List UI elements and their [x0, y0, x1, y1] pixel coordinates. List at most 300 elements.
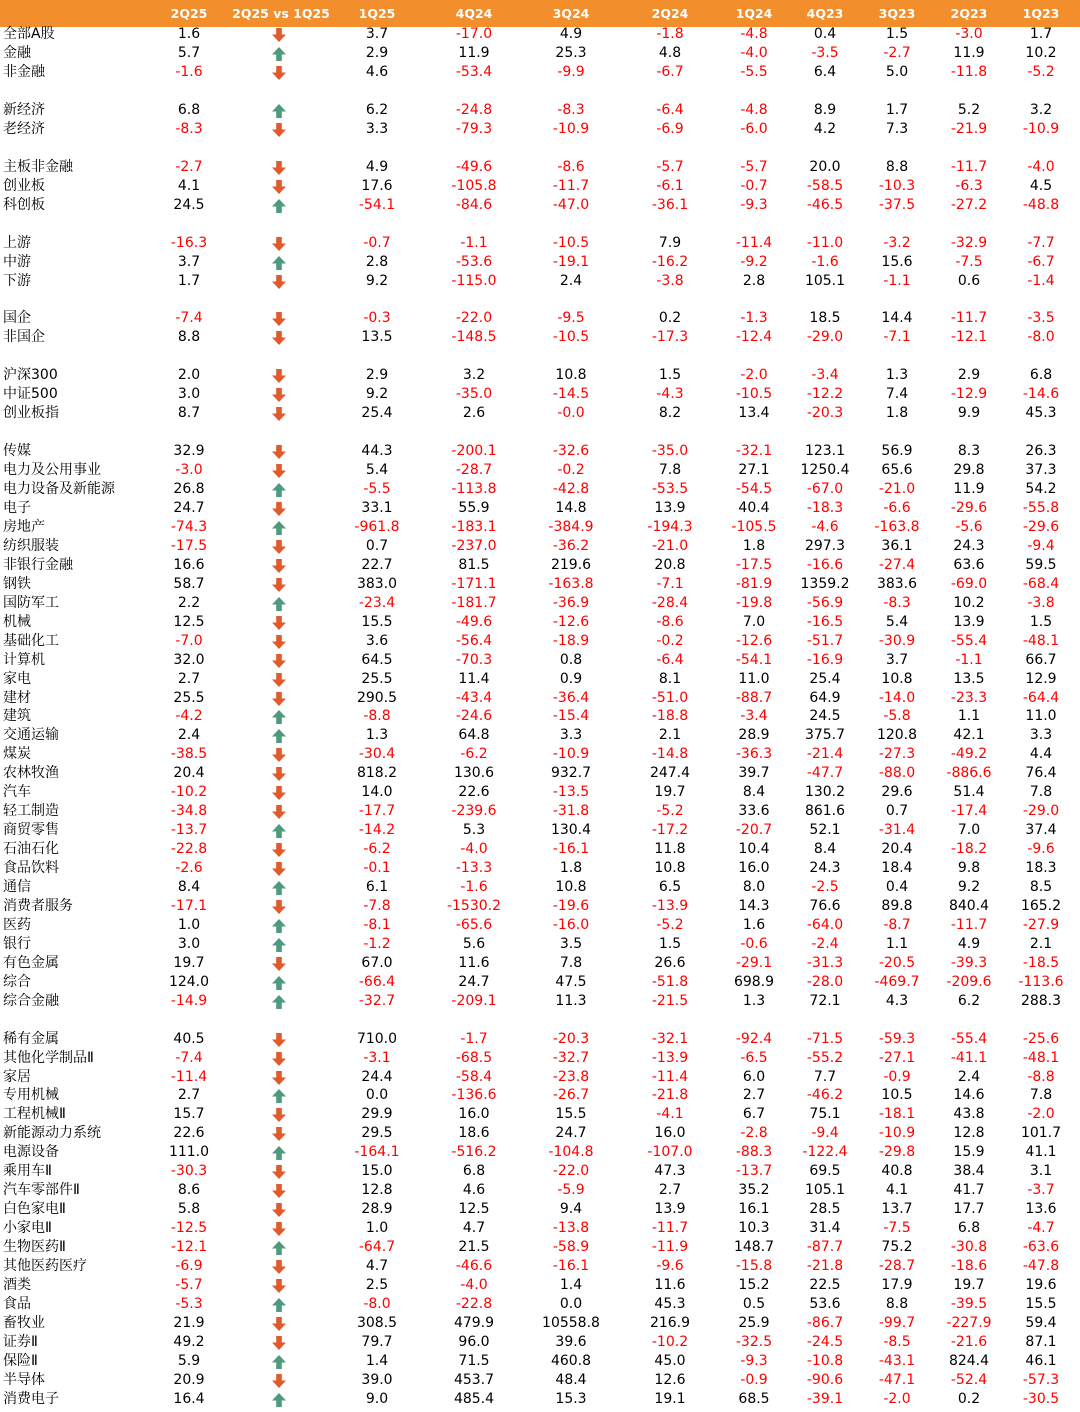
table-cell: -0.3	[363, 310, 391, 327]
table-cell: 7.8	[658, 462, 682, 478]
table-cell: -9.3	[740, 1352, 768, 1369]
table-cell: 247.4	[649, 765, 691, 782]
table-row	[0, 480, 1080, 499]
row-label: 建材	[3, 689, 31, 706]
table-cell: 2.9	[365, 45, 389, 62]
table-cell: -54.1	[735, 651, 773, 668]
table-cell: -68.5	[455, 1049, 493, 1066]
table-cell: -7.1	[656, 575, 684, 592]
table-cell: -11.7	[552, 177, 590, 194]
table-cell: -20.3	[806, 405, 844, 422]
row-label: 电子	[3, 499, 31, 516]
table-cell: -10.2	[170, 784, 208, 801]
table-cell: 120.8	[876, 727, 918, 744]
table-row	[0, 101, 1080, 120]
table-cell: 24.7	[173, 499, 205, 516]
table-cell: -21.9	[950, 121, 988, 137]
table-cell: -6.5	[740, 1049, 768, 1066]
row-label: 非金融	[3, 64, 45, 81]
table-cell: -18.8	[651, 708, 689, 725]
table-cell: -27.1	[878, 1049, 916, 1066]
table-cell: -0.9	[883, 1068, 911, 1085]
table-cell: 17.7	[953, 1201, 985, 1218]
row-label: 交通运输	[3, 727, 59, 744]
table-cell: 20.0	[809, 158, 841, 175]
table-cell: 824.4	[948, 1352, 990, 1369]
table-row	[0, 518, 1080, 537]
table-cell: 2.1	[1029, 935, 1053, 952]
table-cell: 13.5	[361, 329, 393, 346]
arrow-down-icon	[271, 1316, 287, 1332]
table-cell: -9.5	[557, 310, 585, 327]
arrow-down-icon	[271, 1070, 287, 1086]
arrow-down-icon	[271, 330, 287, 346]
arrow-up-icon	[271, 46, 287, 62]
table-cell: 18.6	[458, 1125, 490, 1142]
row-label: 电源设备	[3, 1144, 59, 1161]
table-cell: 51.4	[953, 784, 985, 801]
arrow-up-icon	[271, 918, 287, 934]
row-label: 专用机械	[3, 1087, 59, 1104]
table-cell: -104.8	[548, 1144, 594, 1161]
table-cell: -30.4	[358, 746, 396, 763]
row-label: 生物医药Ⅱ	[3, 1239, 66, 1255]
table-cell: 2.2	[177, 594, 201, 611]
table-row	[0, 196, 1080, 215]
table-row	[0, 897, 1080, 916]
table-cell: 105.1	[804, 1182, 846, 1199]
table-cell: 4.7	[462, 1220, 486, 1236]
table-cell: 5.4	[885, 613, 909, 630]
table-cell: -7.5	[883, 1220, 911, 1236]
row-label: 钢铁	[3, 575, 31, 592]
table-cell: 47.5	[555, 973, 587, 990]
table-cell: -32.1	[651, 1030, 689, 1047]
table-cell: -23.4	[358, 594, 396, 611]
table-cell: -32.1	[735, 443, 773, 460]
table-cell: -171.1	[451, 575, 497, 592]
table-cell: -48.8	[1022, 196, 1060, 213]
table-cell: 0.2	[658, 310, 682, 327]
table-cell: 4.7	[365, 1258, 389, 1274]
table-cell: -69.0	[950, 575, 988, 592]
table-cell: 3.3	[365, 121, 389, 137]
table-cell: -13.7	[735, 1163, 773, 1180]
table-cell: -81.9	[735, 575, 773, 592]
table-cell: 68.5	[738, 1390, 770, 1407]
table-cell: -122.4	[802, 1144, 848, 1161]
table-cell: -39.5	[950, 1295, 988, 1312]
table-cell: -1.7	[460, 1030, 488, 1047]
table-cell: 148.7	[733, 1239, 775, 1255]
arrow-down-icon	[271, 179, 287, 195]
table-cell: -30.3	[170, 1163, 208, 1180]
table-cell: -7.4	[175, 310, 203, 327]
table-row	[0, 689, 1080, 708]
table-row	[0, 1181, 1080, 1200]
table-cell: 59.5	[1025, 556, 1057, 573]
table-cell: 698.9	[733, 973, 775, 990]
table-row	[0, 707, 1080, 726]
table-cell: 9.9	[957, 405, 981, 422]
arrow-down-icon	[271, 1335, 287, 1351]
table-row	[0, 44, 1080, 63]
table-cell: 2.7	[658, 1182, 682, 1199]
table-cell: 6.2	[365, 102, 389, 118]
table-cell: -53.5	[651, 481, 689, 497]
table-cell: 11.9	[458, 45, 490, 62]
table-cell: -84.6	[455, 196, 493, 213]
arrow-up-icon	[271, 1240, 287, 1256]
table-cell: -21.0	[878, 481, 916, 497]
column-header: 1Q23	[1022, 6, 1060, 21]
table-cell: -29.0	[1022, 803, 1060, 820]
arrow-down-icon	[271, 236, 287, 252]
arrow-down-icon	[271, 27, 287, 43]
table-cell: -4.0	[460, 1276, 488, 1293]
table-cell: -10.5	[552, 234, 590, 251]
arrow-down-icon	[271, 501, 287, 517]
table-cell: -0.9	[740, 1371, 768, 1388]
table-cell: -16.1	[552, 841, 590, 858]
table-cell: 26.6	[654, 954, 686, 971]
table-cell: -239.6	[451, 803, 497, 820]
table-cell: 1.3	[365, 727, 389, 744]
table-cell: 11.6	[654, 1276, 686, 1293]
row-label: 银行	[3, 935, 31, 952]
table-cell: 1.6	[177, 26, 201, 43]
table-cell: -64.7	[358, 1239, 396, 1255]
table-cell: 8.1	[658, 670, 682, 687]
table-row	[0, 1219, 1080, 1238]
table-cell: 1.0	[177, 916, 201, 933]
table-row	[0, 366, 1080, 385]
table-cell: 0.5	[742, 1295, 766, 1312]
table-cell: 24.3	[953, 537, 985, 554]
arrow-down-icon	[271, 861, 287, 877]
table-cell: 1.7	[1029, 26, 1053, 43]
table-cell: 20.9	[173, 1371, 205, 1388]
table-cell: 1.5	[885, 26, 909, 43]
table-cell: 105.1	[804, 272, 846, 289]
table-cell: 89.8	[881, 897, 913, 914]
row-label: 全部A股	[3, 26, 55, 43]
table-cell: -6.4	[656, 102, 684, 118]
table-row	[0, 1143, 1080, 1162]
arrow-down-icon	[271, 1259, 287, 1275]
table-cell: -39.1	[806, 1390, 844, 1407]
table-cell: -25.6	[1022, 1030, 1060, 1047]
table-row	[0, 442, 1080, 461]
row-label: 汽车	[3, 784, 31, 801]
table-row	[0, 1257, 1080, 1276]
table-cell: -47.8	[1022, 1258, 1060, 1274]
table-cell: -4.3	[656, 386, 684, 403]
table-cell: 13.7	[881, 1201, 913, 1218]
table-cell: -0.6	[740, 935, 768, 952]
arrow-down-icon	[271, 766, 287, 782]
table-cell: 1.7	[177, 272, 201, 289]
table-cell: 15.0	[361, 1163, 393, 1180]
table-cell: -35.0	[455, 386, 493, 403]
table-cell: -11.7	[950, 916, 988, 933]
arrow-down-icon	[271, 1107, 287, 1123]
arrow-down-icon	[271, 1032, 287, 1048]
table-row	[0, 973, 1080, 992]
table-cell: -8.6	[656, 613, 684, 630]
table-row	[0, 1390, 1080, 1409]
table-row	[0, 1352, 1080, 1371]
table-cell: 2.9	[365, 367, 389, 384]
table-cell: -29.6	[1022, 518, 1060, 535]
table-cell: 26.8	[173, 481, 205, 497]
table-cell: -52.4	[950, 1371, 988, 1388]
table-row	[0, 594, 1080, 613]
table-cell: 7.0	[957, 822, 981, 839]
table-row	[0, 1295, 1080, 1314]
table-cell: -58.9	[552, 1239, 590, 1255]
table-cell: -12.6	[552, 613, 590, 630]
table-cell: 1.4	[559, 1276, 583, 1293]
table-cell: 49.2	[173, 1333, 205, 1350]
table-cell: 15.3	[555, 1390, 587, 1407]
table-cell: 22.7	[361, 556, 393, 573]
table-cell: 2.5	[365, 1276, 389, 1293]
table-cell: -105.8	[451, 177, 497, 194]
table-cell: -6.9	[656, 121, 684, 137]
table-cell: -68.4	[1022, 575, 1060, 592]
table-cell: -209.1	[451, 992, 497, 1009]
row-label: 煤炭	[3, 746, 31, 763]
table-cell: -5.7	[175, 1276, 203, 1293]
table-cell: 25.5	[361, 670, 393, 687]
table-cell: -36.4	[552, 689, 590, 706]
table-cell: 15.9	[953, 1144, 985, 1161]
table-cell: -6.0	[740, 121, 768, 137]
column-header: 4Q23	[806, 6, 844, 21]
table-cell: -17.0	[455, 26, 493, 43]
table-cell: 40.8	[881, 1163, 913, 1180]
table-row	[0, 802, 1080, 821]
table-cell: 288.3	[1020, 992, 1062, 1009]
table-cell: -36.2	[552, 537, 590, 554]
row-label: 非国企	[3, 329, 45, 346]
table-cell: 16.1	[738, 1201, 770, 1218]
table-cell: 3.0	[177, 386, 201, 403]
row-label: 消费者服务	[3, 897, 73, 914]
table-cell: 10.8	[654, 860, 686, 876]
table-cell: -88.3	[735, 1144, 773, 1161]
arrow-down-icon	[271, 160, 287, 176]
table-cell: 6.5	[658, 879, 682, 895]
table-cell: -8.8	[363, 708, 391, 725]
table-cell: -516.2	[451, 1144, 497, 1161]
table-cell: -99.7	[878, 1314, 916, 1331]
row-label: 下游	[3, 272, 31, 289]
table-row	[0, 253, 1080, 272]
table-cell: 0.2	[957, 1390, 981, 1407]
table-cell: -9.6	[656, 1258, 684, 1274]
column-header: 2Q24	[651, 6, 689, 21]
table-cell: 11.9	[953, 45, 985, 62]
table-cell: -9.6	[1027, 841, 1055, 858]
table-cell: -20.7	[735, 822, 773, 839]
table-cell: -24.5	[806, 1333, 844, 1350]
table-cell: 383.6	[876, 575, 918, 592]
table-cell: -5.8	[883, 708, 911, 725]
table-cell: 12.8	[361, 1182, 393, 1199]
table-cell: -17.3	[651, 329, 689, 346]
table-cell: 11.8	[654, 841, 686, 858]
table-cell: 12.5	[173, 613, 205, 630]
table-cell: -227.9	[946, 1314, 992, 1331]
table-cell: 21.5	[458, 1239, 490, 1255]
table-cell: -41.1	[950, 1049, 988, 1066]
row-label: 科创板	[3, 196, 45, 213]
table-cell: 24.7	[458, 973, 490, 990]
table-row	[0, 120, 1080, 139]
table-cell: -0.7	[740, 177, 768, 194]
table-cell: -6.3	[955, 177, 983, 194]
table-cell: 15.7	[173, 1106, 205, 1123]
table-cell: -18.5	[1022, 954, 1060, 971]
table-cell: -18.6	[950, 1258, 988, 1274]
table-cell: -16.1	[552, 1258, 590, 1274]
table-cell: 130.2	[804, 784, 846, 801]
table-cell: -27.9	[1022, 916, 1060, 933]
table-cell: -51.8	[651, 973, 689, 990]
table-cell: 1.8	[885, 405, 909, 422]
table-cell: 17.6	[361, 177, 393, 194]
table-cell: -886.6	[946, 765, 992, 782]
table-cell: 10.2	[953, 594, 985, 611]
table-cell: 1.1	[957, 708, 981, 725]
row-label: 电力及公用事业	[3, 462, 101, 478]
table-row	[0, 1162, 1080, 1181]
row-label: 国企	[3, 310, 31, 327]
table-row	[0, 764, 1080, 783]
table-cell: -8.3	[175, 121, 203, 137]
table-cell: -5.2	[1027, 64, 1055, 81]
table-cell: -194.3	[647, 518, 693, 535]
table-cell: 6.8	[462, 1163, 486, 1180]
table-cell: 9.0	[365, 1390, 389, 1407]
table-cell: -92.4	[735, 1030, 773, 1047]
table-cell: 8.8	[177, 329, 201, 346]
table-cell: -27.4	[878, 556, 916, 573]
table-cell: -12.2	[806, 386, 844, 403]
table-cell: 48.4	[555, 1371, 587, 1388]
table-cell: 8.4	[177, 879, 201, 895]
table-cell: -12.5	[170, 1220, 208, 1236]
table-cell: 28.5	[809, 1201, 841, 1218]
table-cell: -22.8	[455, 1295, 493, 1312]
table-cell: 5.3	[462, 822, 486, 839]
table-cell: -53.6	[455, 253, 493, 270]
table-cell: 87.1	[1025, 1333, 1057, 1350]
table-cell: -961.8	[354, 518, 400, 535]
arrow-down-icon	[271, 1051, 287, 1067]
table-cell: 0.8	[559, 651, 583, 668]
table-cell: 10.5	[881, 1087, 913, 1104]
row-label: 消费电子	[3, 1390, 59, 1407]
table-row	[0, 234, 1080, 253]
arrow-up-icon	[271, 1145, 287, 1161]
table-cell: -9.4	[811, 1125, 839, 1142]
table-cell: -17.4	[950, 803, 988, 820]
table-cell: 13.9	[654, 499, 686, 516]
row-label: 电力设备及新能源	[3, 481, 115, 497]
table-cell: 26.3	[1025, 443, 1057, 460]
arrow-up-icon	[271, 596, 287, 612]
table-cell: -12.1	[950, 329, 988, 346]
table-cell: 5.4	[365, 462, 389, 478]
table-cell: -65.6	[455, 916, 493, 933]
table-cell: -21.6	[950, 1333, 988, 1350]
arrow-up-icon	[271, 1392, 287, 1408]
table-cell: -32.7	[358, 992, 396, 1009]
table-cell: -384.9	[548, 518, 594, 535]
table-cell: 4.9	[365, 158, 389, 175]
table-cell: -3.5	[811, 45, 839, 62]
table-cell: 0.0	[559, 1295, 583, 1312]
table-cell: -2.0	[1027, 1106, 1055, 1123]
table-cell: -8.3	[557, 102, 585, 118]
table-cell: -10.9	[552, 121, 590, 137]
table-cell: -23.3	[950, 689, 988, 706]
table-cell: 10558.8	[542, 1314, 600, 1331]
table-cell: 15.5	[555, 1106, 587, 1123]
table-row	[0, 1238, 1080, 1257]
table-cell: -79.3	[455, 121, 493, 137]
table-cell: 19.7	[173, 954, 205, 971]
table-row	[0, 158, 1080, 177]
table-cell: 2.7	[177, 1087, 201, 1104]
row-label: 小家电Ⅱ	[3, 1220, 52, 1236]
table-cell: 2.0	[177, 367, 201, 384]
table-row	[0, 309, 1080, 328]
table-cell: -21.5	[651, 992, 689, 1009]
table-cell: -17.2	[651, 822, 689, 839]
table-cell: 29.9	[361, 1106, 393, 1123]
arrow-down-icon	[271, 387, 287, 403]
table-cell: 3.7	[177, 253, 201, 270]
table-cell: 69.5	[809, 1163, 841, 1180]
table-cell: 818.2	[356, 765, 398, 782]
table-cell: -36.3	[735, 746, 773, 763]
table-cell: -54.5	[735, 481, 773, 497]
table-row	[0, 1068, 1080, 1087]
table-row	[0, 859, 1080, 878]
table-cell: 18.3	[1025, 860, 1057, 876]
table-row	[0, 1124, 1080, 1143]
table-cell: 67.0	[361, 954, 393, 971]
table-cell: 33.6	[738, 803, 770, 820]
arrow-down-icon	[271, 368, 287, 384]
table-cell: 4.9	[559, 26, 583, 43]
table-cell: -55.4	[950, 1030, 988, 1047]
table-cell: 1.6	[742, 916, 766, 933]
table-cell: 6.8	[177, 102, 201, 118]
table-cell: -3.4	[811, 367, 839, 384]
table-cell: 25.4	[361, 405, 393, 422]
table-row	[0, 556, 1080, 575]
column-header: 2Q25 vs 1Q25	[232, 6, 330, 21]
table-cell: -19.6	[552, 897, 590, 914]
row-label: 通信	[3, 879, 31, 895]
row-label: 家电	[3, 670, 31, 687]
row-label: 保险Ⅱ	[3, 1352, 38, 1369]
